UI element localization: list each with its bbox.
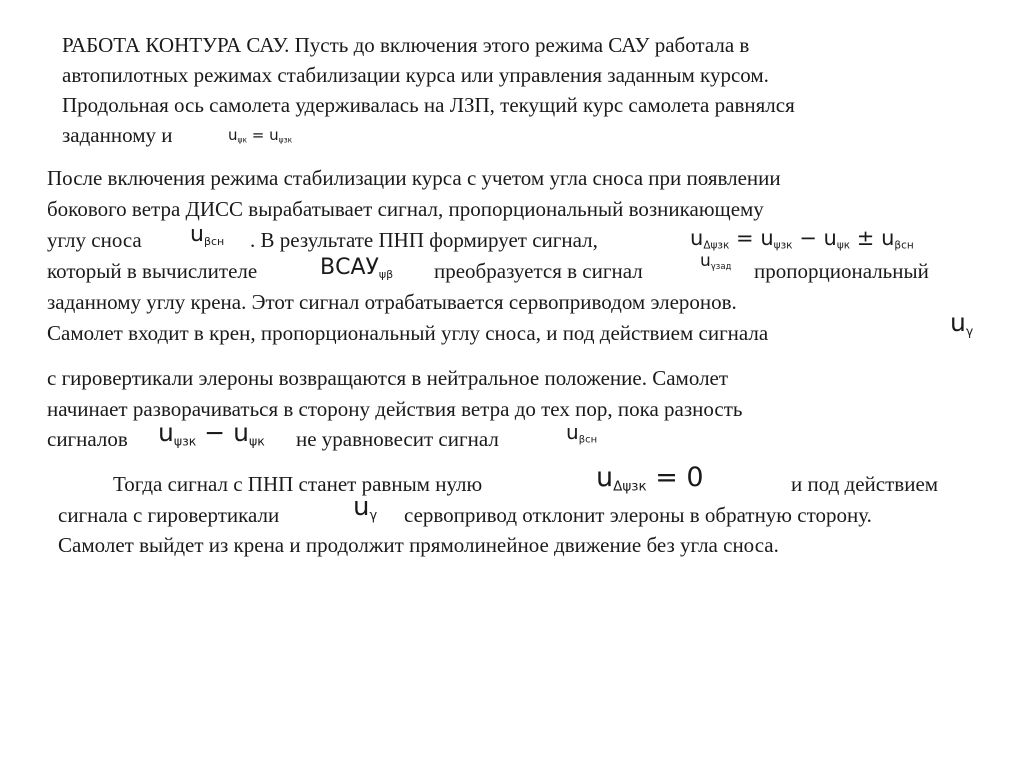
para1-line1: РАБОТА КОНТУРА САУ. Пусть до включения этого режима САУ работала в <box>62 33 750 57</box>
formula-u-gamma-2: $u_\gamma$ <box>353 492 378 524</box>
para3-line2: начинает разворачиваться в сторону действия ветра до тех пор, пока разность <box>47 397 743 421</box>
formula-u-gamma-1: $u_\gamma$ <box>950 308 974 339</box>
formula-u-dpsi-zk-equals-zero: $u_{\Delta\psi зк} = 0$ <box>596 462 704 495</box>
para3-line3b: не уравновесит сигнал <box>296 427 499 451</box>
formula-u-gamma-zad: $u_{\gamma зад}$ <box>700 251 732 272</box>
para3-line3a: сигналов <box>47 427 128 451</box>
formula-u-dpsi-zk: $u_{\Delta\psi зк} = u_{\psi зк} - u_{\psi к} \pm u_{\beta сн}$ <box>690 226 914 252</box>
formula-u-psi-k-equals-u-psi-zk: $u_{\psi к} = u_{\psi зк}$ <box>228 126 293 145</box>
formula-vsau-psi-beta: $ВСАУ_{\psi\beta}$ <box>320 255 394 281</box>
para1-line2: автопилотных режимах стабилизации курса или управления заданным курсом. <box>62 63 769 87</box>
para1-line3: Продольная ось самолета удерживалась на ЛЗП, текущий курс самолета равнялся <box>62 93 795 117</box>
formula-u-beta-sn: $u_{\beta сн}$ <box>190 222 225 248</box>
para4-line1a: Тогда сигнал с ПНП станет равным нулю <box>113 472 483 496</box>
para4-line2a: сигнала с гировертикали <box>58 503 280 527</box>
para4-line3: Самолет выйдет из крена и продолжит прямолинейное движение без угла сноса. <box>58 533 779 557</box>
para4-line2b: сервопривод отклонит элероны в обратную сторону. <box>404 503 872 527</box>
para2-line4b: преобразуется в сигнал <box>434 259 643 283</box>
para2-line3b: . В результате ПНП формирует сигнал, <box>250 228 598 252</box>
para1-line4: заданному и <box>62 123 173 147</box>
para2-line4a: который в вычислителе <box>47 259 258 283</box>
para2-line3a: углу сноса <box>47 228 142 252</box>
para2-line6: Самолет входит в крен, пропорциональный углу сноса, и под действием сигнала <box>47 321 769 345</box>
para2-line5: заданному углу крена. Этот сигнал отрабатывается сервоприводом элеронов. <box>47 290 737 314</box>
para4-line1b: и под действием <box>791 472 939 496</box>
para2-line4c: пропорциональный <box>754 259 929 283</box>
para2-line2: бокового ветра ДИСС вырабатывает сигнал, пропорциональный возникающему <box>47 197 764 221</box>
formula-u-beta-sn-2: $u_{\beta сн}$ <box>566 420 598 446</box>
para3-line1: с гировертикали элероны возвращаются в нейтральное положение. Самолет <box>47 366 729 390</box>
para2-line1: После включения режима стабилизации курса с учетом угла сноса при появлении <box>47 166 781 190</box>
formula-u-psi-zk-minus-u-psi-k: $u_{\psi зк} - u_{\psi к}$ <box>158 418 265 449</box>
